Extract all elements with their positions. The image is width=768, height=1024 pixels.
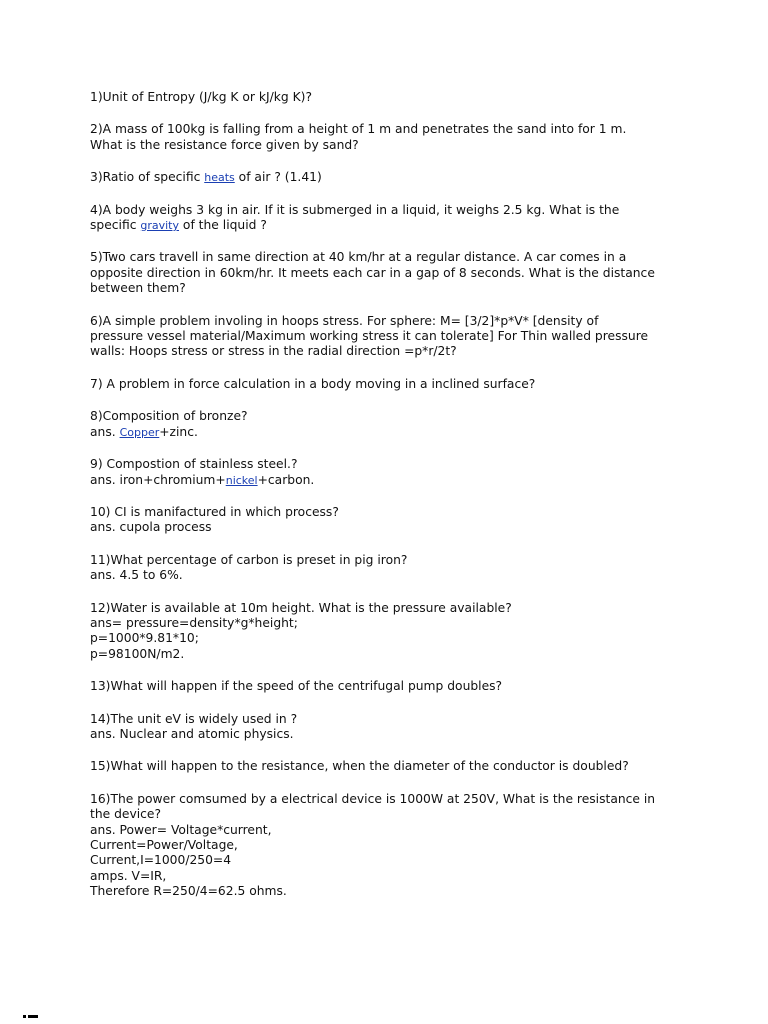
text-line — [90, 807, 690, 822]
text-segment: p=1000*9.81*10; — [90, 631, 199, 646]
text-line — [90, 281, 690, 296]
question-block — [90, 122, 690, 153]
question-block — [90, 377, 690, 392]
question-block — [90, 759, 690, 774]
question-block — [90, 314, 690, 360]
question-block — [90, 457, 690, 488]
document-body — [90, 90, 690, 917]
text-line — [90, 170, 690, 185]
text-segment: 2)A mass of 100kg is falling from a height of 1 m and penetrates the sand into for 1 m. — [90, 122, 627, 137]
text-segment: p=98100N/m2. — [90, 646, 185, 661]
text-segment: 4)A body weighs 3 kg in air. If it is submerged in a liquid, it weighs 2.5 kg. What is the — [90, 202, 620, 217]
text-line — [90, 712, 690, 727]
text-segment: +zinc. — [159, 424, 198, 439]
text-segment: 14)The unit eV is widely used in ? — [90, 711, 298, 726]
text-line — [90, 759, 690, 774]
text-line — [90, 314, 690, 329]
page-corner-mark — [23, 1015, 37, 1019]
text-segment: of the liquid ? — [179, 218, 267, 233]
text-line — [90, 647, 690, 662]
text-line — [90, 679, 690, 694]
text-line — [90, 425, 690, 440]
text-segment: 10) CI is manifactured in which process? — [90, 504, 339, 519]
text-segment: ans. 4.5 to 6%. — [90, 568, 183, 583]
text-segment: the device? — [90, 807, 162, 822]
text-segment: amps. V=IR, — [90, 868, 167, 883]
text-segment: Therefore R=250/4=62.5 ohms. — [90, 884, 287, 899]
text-segment: ans. cupola process — [90, 520, 212, 535]
text-line — [90, 344, 690, 359]
corner-mark-dot — [23, 1015, 26, 1018]
text-segment: of air ? (1.41) — [234, 170, 322, 185]
text-line — [90, 631, 690, 646]
text-line — [90, 409, 690, 424]
text-line — [90, 457, 690, 472]
text-segment: 16)The power comsumed by a electrical device is 1000W at 250V, What is the resistance in — [90, 791, 656, 806]
text-line — [90, 616, 690, 631]
text-segment: Current=Power/Voltage, — [90, 838, 238, 852]
text-segment: 6)A simple problem involing in hoops stress. For sphere: M= [3/2]*p*V* [density of — [90, 313, 599, 328]
question-block — [90, 601, 690, 663]
text-segment: ans. — [90, 424, 120, 439]
question-block — [90, 505, 690, 536]
corner-mark-bar — [28, 1015, 38, 1018]
text-line — [90, 122, 690, 137]
question-block — [90, 409, 690, 440]
text-segment: ans. Power= Voltage*current, — [90, 822, 272, 837]
text-segment: ans= pressure=density*g*height; — [90, 615, 298, 630]
text-line — [90, 869, 690, 884]
question-block — [90, 90, 690, 105]
text-line — [90, 520, 690, 535]
question-block — [90, 203, 690, 234]
text-line — [90, 250, 690, 265]
text-line — [90, 203, 690, 218]
text-segment: walls: Hoops stress or stress in the radial direction =p*r/2t? — [90, 344, 457, 359]
text-line — [90, 266, 690, 281]
text-segment: 7) A problem in force calculation in a body moving in a inclined surface? — [90, 376, 536, 391]
text-line — [90, 727, 690, 742]
text-segment: 12)Water is available at 10m height. What is the pressure available? — [90, 600, 512, 615]
question-block — [90, 679, 690, 694]
text-line — [90, 377, 690, 392]
text-line — [90, 329, 690, 344]
text-line — [90, 505, 690, 520]
question-block — [90, 792, 690, 900]
text-segment: 9) Compostion of stainless steel.? — [90, 457, 298, 472]
text-segment: pressure vessel material/Maximum working stress it can tolerate] For Thin walled pressure — [90, 329, 649, 344]
text-line — [90, 601, 690, 616]
text-segment: specific — [90, 218, 141, 233]
term-link[interactable]: gravity — [140, 219, 180, 233]
question-block — [90, 712, 690, 743]
text-segment: 5)Two cars travell in same direction at 40 km/hr at a regular distance. A car comes in a — [90, 250, 627, 265]
text-line — [90, 823, 690, 838]
text-line — [90, 853, 690, 868]
text-segment: 13)What will happen if the speed of the centrifugal pump doubles? — [90, 679, 503, 694]
text-line — [90, 884, 690, 899]
text-segment: between them? — [90, 281, 186, 296]
text-line — [90, 473, 690, 488]
text-line — [90, 568, 690, 583]
text-segment: 1)Unit of Entropy (J/kg K or kJ/kg K)? — [90, 90, 312, 104]
text-segment: 15)What will happen to the resistance, when the diameter of the conductor is doubled? — [90, 759, 629, 774]
text-line — [90, 792, 690, 807]
text-segment: Current,I=1000/250=4 — [90, 853, 232, 868]
text-line — [90, 138, 690, 153]
text-segment: 3)Ratio of specific — [90, 170, 205, 185]
text-segment: +carbon. — [257, 472, 315, 487]
term-link[interactable]: nickel — [225, 473, 258, 487]
question-block — [90, 250, 690, 296]
term-link[interactable]: Copper — [119, 425, 160, 439]
text-line — [90, 218, 690, 233]
text-segment: opposite direction in 60km/hr. It meets each car in a gap of 8 seconds. What is the distance — [90, 265, 655, 280]
text-segment: 8)Composition of bronze? — [90, 409, 248, 424]
text-line — [90, 90, 690, 105]
text-line — [90, 838, 690, 853]
question-block — [90, 170, 690, 185]
question-block — [90, 553, 690, 584]
text-segment: 11)What percentage of carbon is preset in pig iron? — [90, 552, 408, 567]
text-segment: What is the resistance force given by sand? — [90, 137, 359, 152]
text-line — [90, 553, 690, 568]
text-segment: ans. iron+chromium+ — [90, 472, 226, 487]
text-segment: ans. Nuclear and atomic physics. — [90, 726, 294, 741]
term-link[interactable]: heats — [204, 171, 235, 185]
